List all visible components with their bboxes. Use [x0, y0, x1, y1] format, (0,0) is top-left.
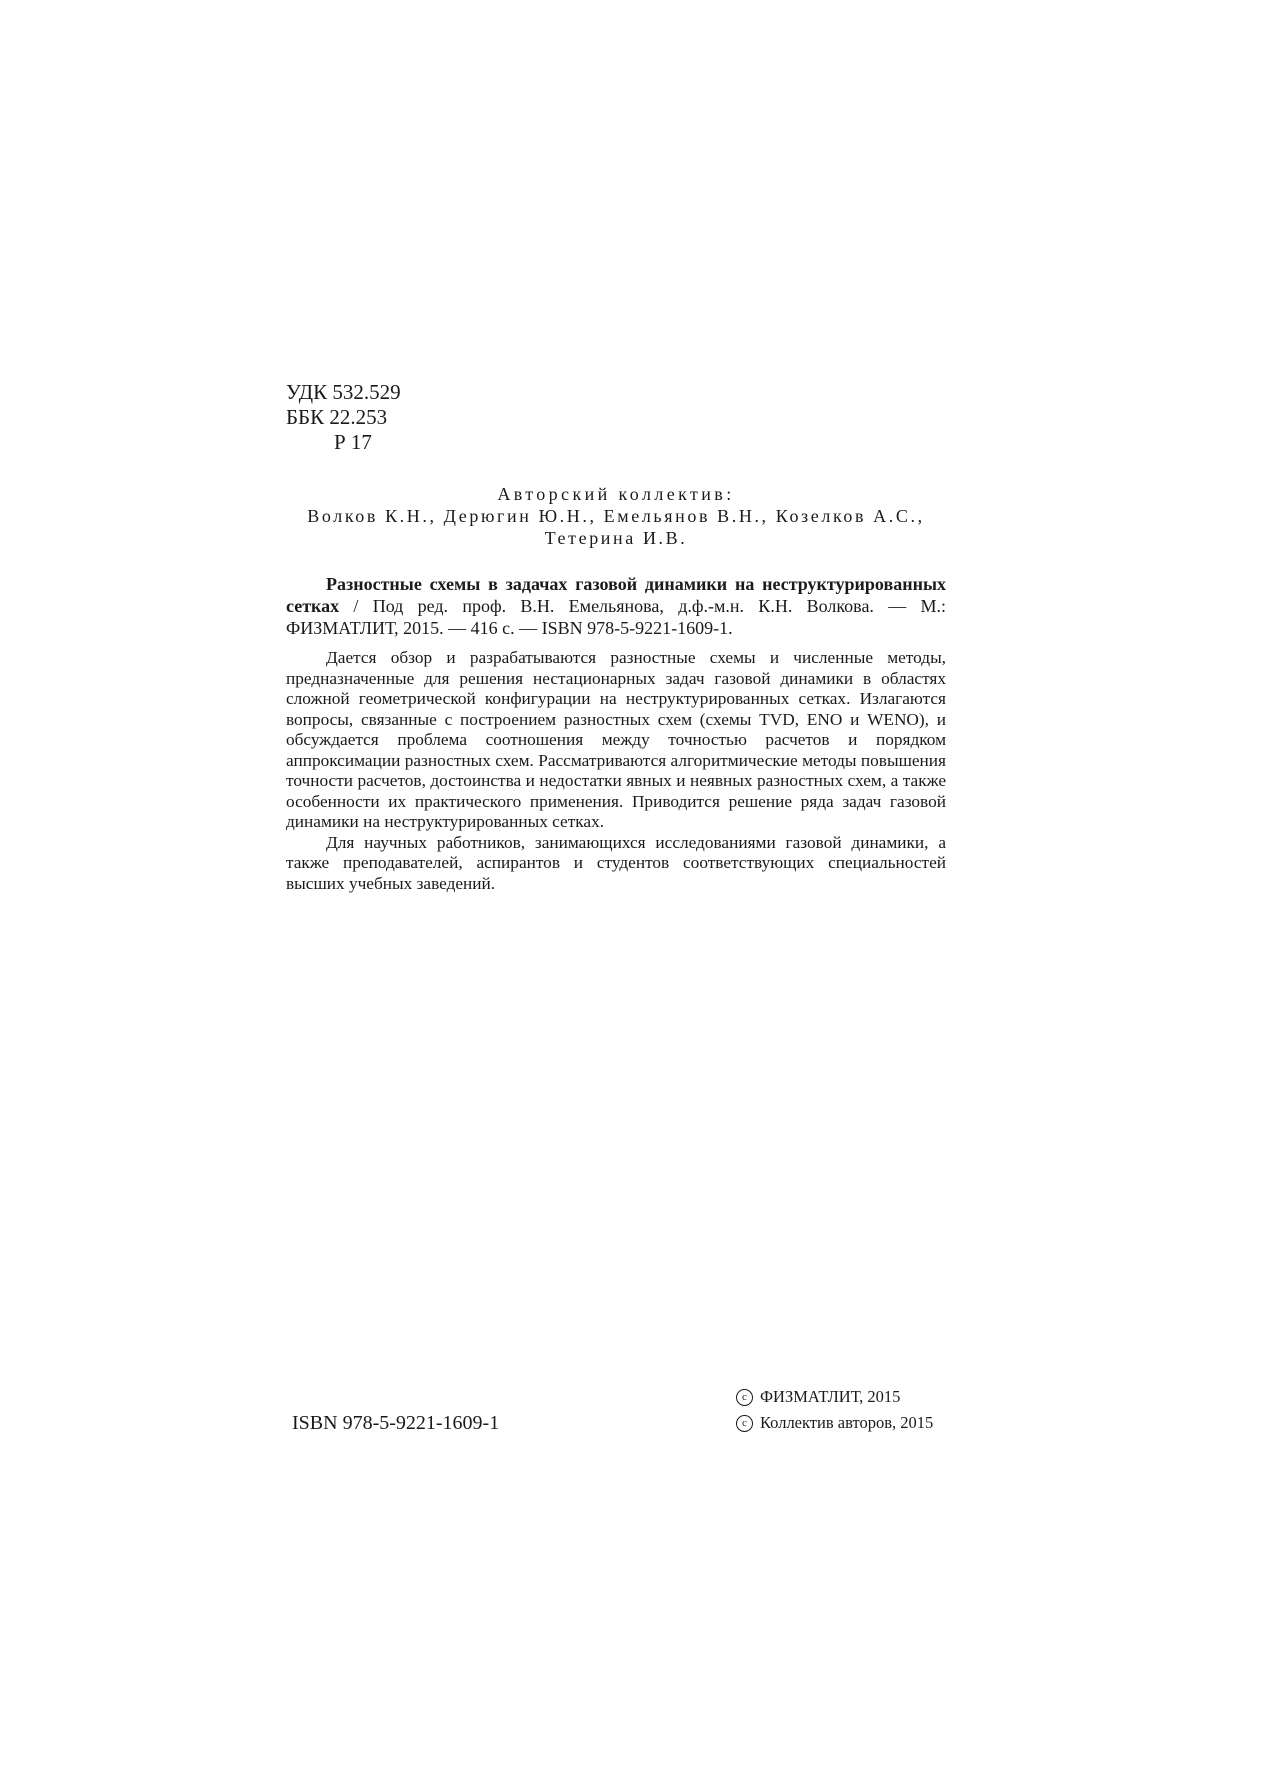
authors-line-1: Волков К.Н., Дерюгин Ю.Н., Емельянов В.Н., Козелков А.С.,	[307, 506, 925, 526]
book-title: Разностные схемы в задачах газовой динамики на неструктурированных сетках	[286, 574, 946, 616]
isbn: ISBN 978-5-9221-1609-1	[292, 1412, 500, 1434]
copyright-icon: c	[736, 1389, 753, 1406]
copyright-publisher: ФИЗМАТЛИТ, 2015	[760, 1387, 901, 1406]
copyright-notices	[736, 1384, 933, 1436]
bibliographic-details: / Под ред. проф. В.Н. Емельянова, д.ф.-м.н. К.Н. Волкова. — М.: ФИЗМАТЛИТ, 2015. — 416 с. — ISBN 978-5-9221-1609-1.	[286, 596, 946, 638]
bbk-code: ББК 22.253	[286, 405, 388, 429]
bibliographic-paragraph	[286, 573, 946, 639]
cutter-code: Р 17	[334, 430, 372, 454]
abstract	[286, 648, 946, 894]
copyright-icon: c	[736, 1415, 753, 1432]
bibliographic-record	[286, 573, 946, 639]
copyright-line-publisher	[736, 1384, 933, 1410]
classification-codes	[286, 380, 401, 455]
author-collective	[286, 483, 946, 549]
abstract-paragraph-1: Дается обзор и разрабатываются разностные схемы и численные методы, предназначенные для решения нестационарных задач газовой динамики в областях сложной геометрической конфигурации на неструктурированных сетках. Излагаются вопросы, связанные с построением разностных схем (схемы TVD, ENO и WENO), и обсуждается проблема соотношения между точностью расчетов и порядком аппроксимации разностных схем. Рассматриваются алгоритмические методы повышения точности расчетов, достоинства и недостатки явных и неявных разностных схем, а также особенности их практического применения. Приводится решение ряда задач газовой динамики на неструктурированных сетках.	[286, 648, 946, 831]
copyright-line-authors	[736, 1410, 933, 1436]
authors-heading: Авторский коллектив:	[497, 484, 735, 504]
authors-line-2: Тетерина И.В.	[544, 528, 688, 548]
abstract-paragraph-2: Для научных работников, занимающихся исследованиями газовой динамики, а также преподавателей, аспирантов и студентов соответствующих специальностей высших учебных заведений.	[286, 832, 946, 893]
copyright-authors: Коллектив авторов, 2015	[760, 1413, 934, 1432]
udk-code: УДК 532.529	[286, 380, 401, 404]
